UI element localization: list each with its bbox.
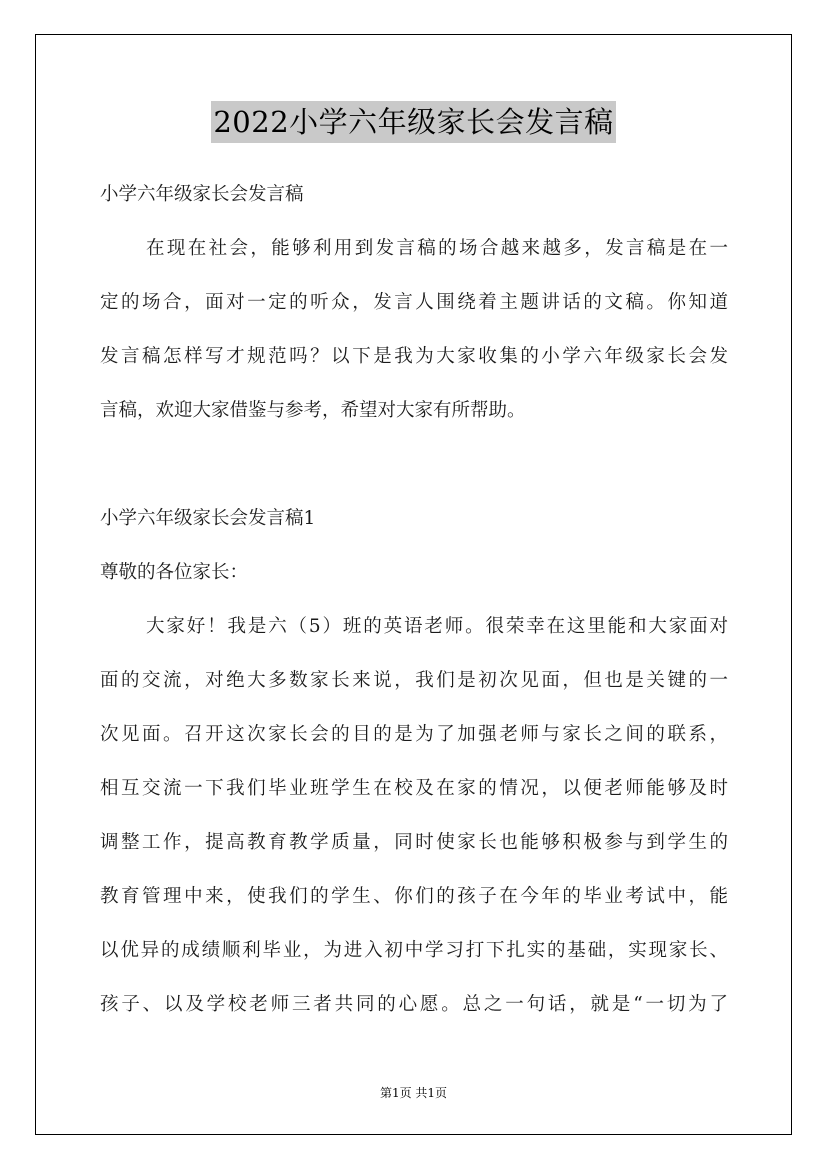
intro-line: 在现在社会，能够利用到发言稿的场合越来越多，发言稿是在一 [146,238,728,259]
intro-line: 定的场合，面对一定的听众，发言人围绕着主题讲话的文稿。你知道 [100,292,728,313]
intro-line: 言稿，欢迎大家借鉴与参考，希望对大家有所帮助。 [100,400,526,421]
body-line: 相互交流一下我们毕业班学生在校及在家的情况，以便老师能够及时 [100,778,728,799]
document-title: 2022小学六年级家长会发言稿 [211,101,615,143]
subtitle: 小学六年级家长会发言稿 [100,184,304,205]
body-line: 面的交流，对绝大多数家长来说，我们是初次见面，但也是关键的一 [100,670,728,691]
intro-line: 发言稿怎样写才规范吗？以下是我为大家收集的小学六年级家长会发 [100,346,728,367]
title-container [0,101,827,143]
section-heading: 小学六年级家长会发言稿1 [100,508,316,529]
body-line: 以优异的成绩顺利毕业，为进入初中学习打下扎实的基础，实现家长、 [100,940,728,961]
salutation: 尊敬的各位家长： [100,562,249,583]
body-line: 调整工作，提高教育教学质量，同时使家长也能够积极参与到学生的 [100,832,728,853]
page-number-footer: 第1页 共1页 [379,1086,448,1100]
body-line: 大家好！我是六（5）班的英语老师。很荣幸在这里能和大家面对 [146,616,728,637]
body-line: 孩子、以及学校老师三者共同的心愿。总之一句话，就是“一切为了 [100,994,728,1015]
body-line: 教育管理中来，使我们的学生、你们的孩子在今年的毕业考试中，能 [100,886,728,907]
body-line: 次见面。召开这次家长会的目的是为了加强老师与家长之间的联系， [100,724,728,745]
